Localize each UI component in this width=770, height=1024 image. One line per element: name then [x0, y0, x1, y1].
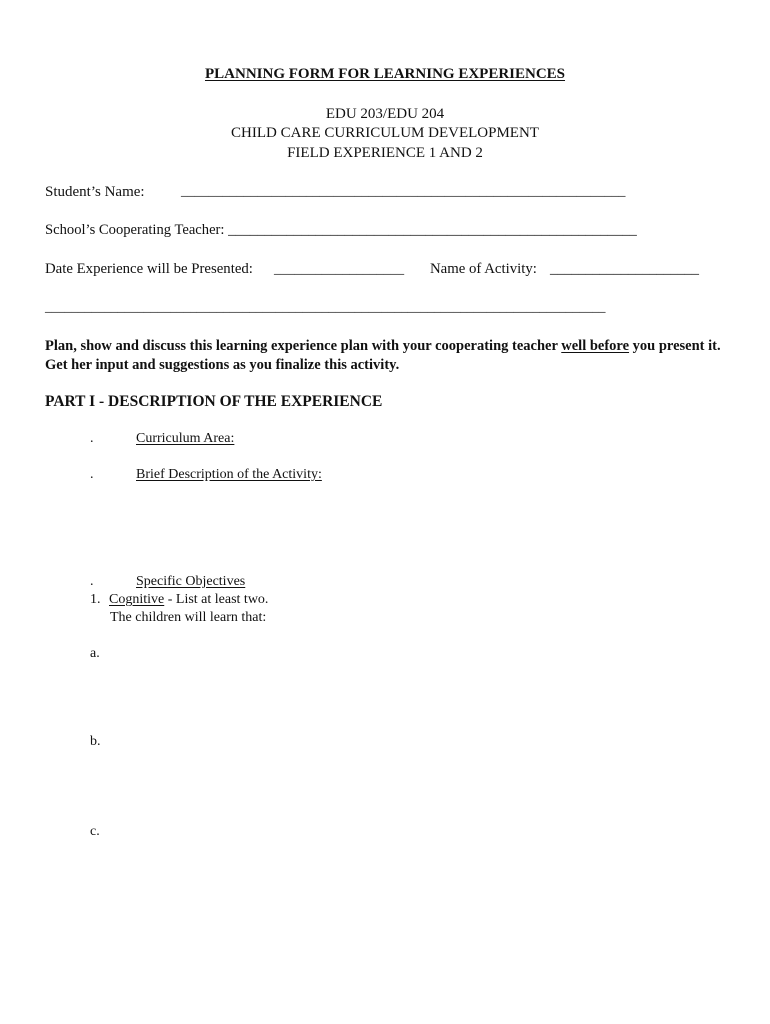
bullet-dot: .	[90, 431, 94, 446]
form-title: PLANNING FORM FOR LEARNING EXPERIENCES	[204, 66, 566, 82]
date-presented-label: Date Experience will be Presented:	[45, 261, 253, 277]
curriculum-area-label: Curriculum Area:	[136, 431, 235, 446]
instructions-paragraph	[45, 337, 735, 375]
bullet-dot: .	[90, 574, 94, 589]
course-code: EDU 203/EDU 204	[325, 106, 445, 122]
student-name-field[interactable]: ________________________________________________________________	[181, 184, 626, 199]
instructions-text-before: Plan, show and discuss this learning experience plan with your cooperating teacher	[45, 338, 562, 354]
objective-a-label: a.	[90, 646, 100, 661]
course-name: CHILD CARE CURRICULUM DEVELOPMENT	[231, 125, 539, 141]
activity-name-field[interactable]: _____________________	[550, 261, 699, 277]
objective-b-label: b.	[90, 734, 101, 749]
brief-description-label: Brief Description of the Activity:	[136, 467, 322, 482]
student-name-label: Student’s Name:	[45, 184, 145, 200]
cooperating-teacher-field[interactable]: School’s Cooperating Teacher: ________________________________________________________	[45, 222, 637, 238]
field-experience: FIELD EXPERIENCE 1 AND 2	[287, 145, 483, 161]
instructions-well-before: well before	[561, 338, 630, 354]
cognitive-line	[109, 592, 268, 608]
cognitive-number: 1.	[90, 592, 101, 607]
divider-line: _____________________________________________________________________________________	[45, 299, 606, 314]
activity-name-label: Name of Activity:	[430, 261, 537, 277]
specific-objectives-label: Specific Objectives	[136, 574, 246, 589]
part1-heading: PART I - DESCRIPTION OF THE EXPERIENCE	[45, 393, 383, 410]
cognitive-instruction: - List at least two.	[164, 592, 269, 607]
date-presented-field[interactable]: ___________________	[274, 261, 405, 276]
children-will-learn: The children will learn that:	[110, 610, 267, 625]
bullet-dot: .	[90, 467, 94, 482]
objective-c-label: c.	[90, 824, 100, 839]
cognitive-label: Cognitive	[109, 592, 165, 607]
instructions-text-after: you present it. Get her input and suggestions as you finalize this activity.	[45, 338, 721, 373]
